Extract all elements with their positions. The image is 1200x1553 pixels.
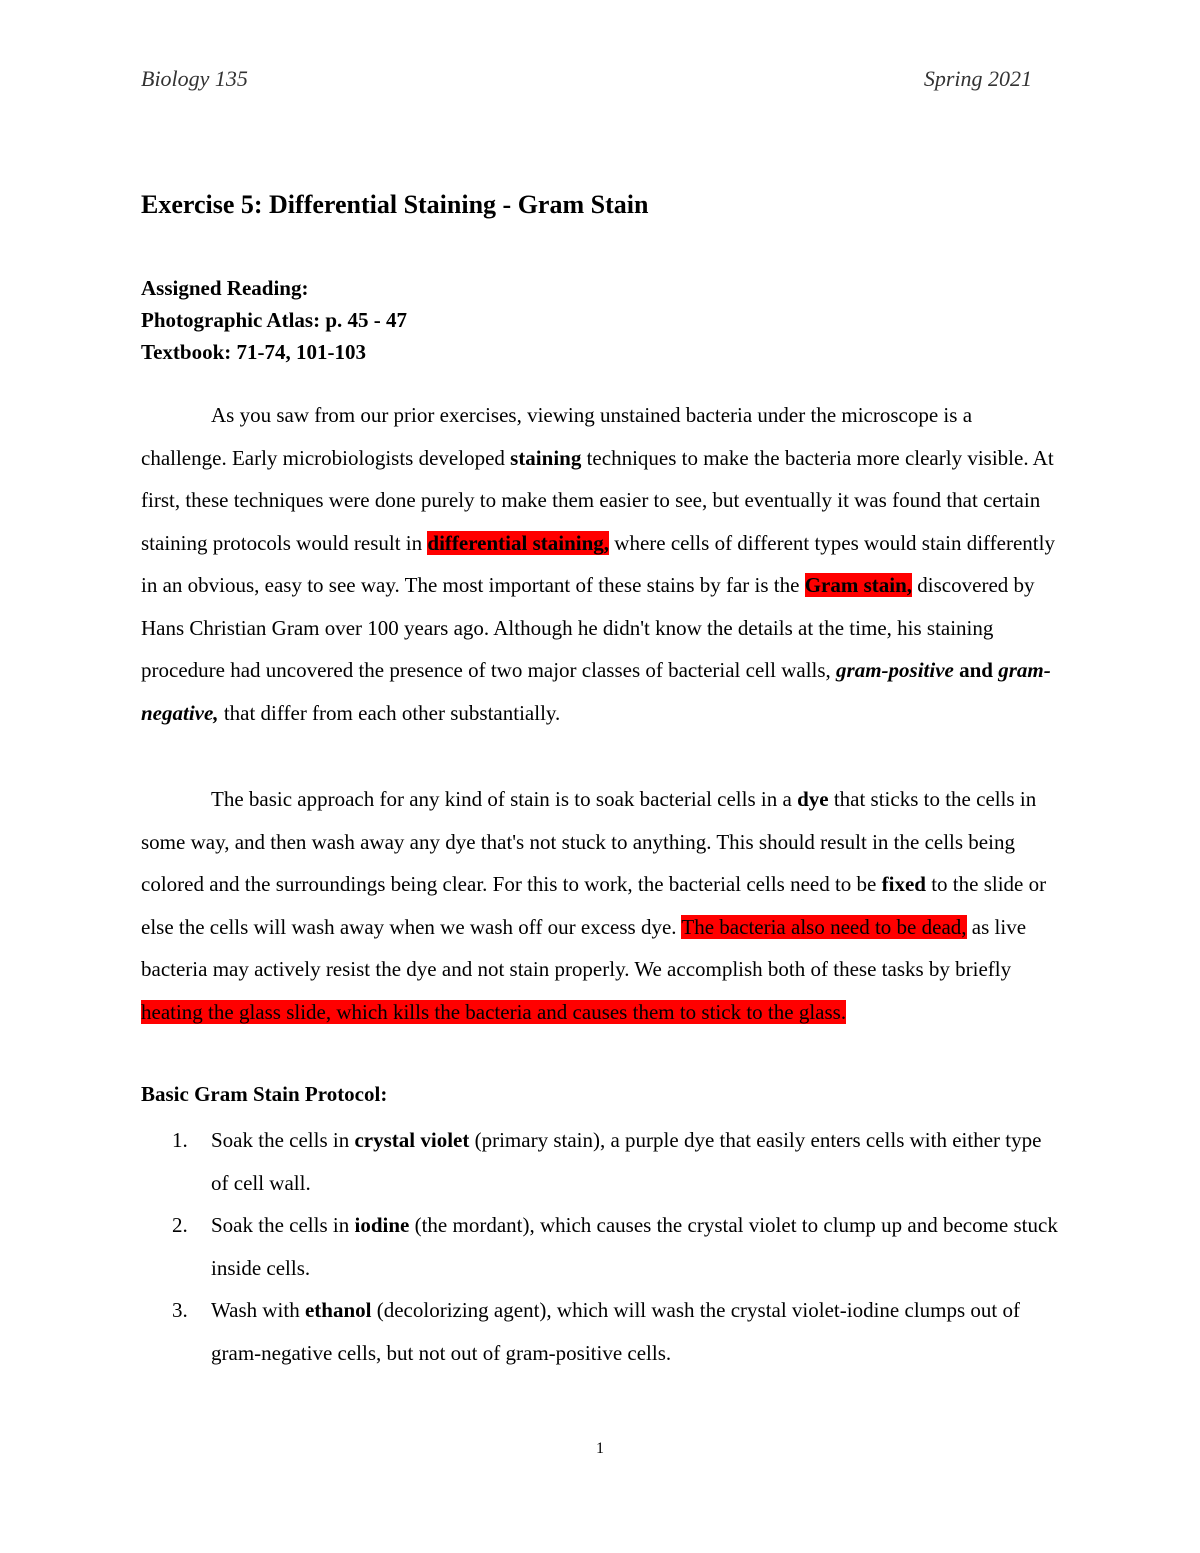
step-text: Wash with	[211, 1298, 305, 1322]
para1-text-5: that differ from each other substantially.	[218, 700, 561, 725]
intro-paragraph-container	[141, 394, 1061, 734]
para2-text-4: as live bacteria may actively resist the dye and not stain properly. We accomplish both of these tasks by briefly	[141, 914, 1027, 981]
reading-textbook: Textbook: 71-74, 101-103	[141, 340, 366, 364]
para2-text-2: that sticks to the cells in some way, and then wash away any dye that's not stuck to anything. This should result in the cells being colored and the surroundings being clear. For this to work, the bacterial cells need to be	[141, 787, 1037, 896]
reading-heading: Assigned Reading:	[141, 276, 309, 300]
highlight-bacteria-dead: The bacteria also need to be dead,	[681, 914, 967, 939]
approach-paragraph-container	[141, 778, 1061, 1033]
step-text: Soak the cells in	[211, 1213, 355, 1237]
para1-and: and	[953, 658, 999, 682]
para1-text-2: techniques to make the bacteria more clearly visible. At first, these techniques were done purely to make them easier to see, but eventually it was found that certain staining protocols would result in	[141, 445, 1054, 555]
step-reagent: ethanol	[304, 1298, 372, 1322]
reading-atlas: Photographic Atlas: p. 45 - 47	[141, 308, 408, 332]
para1-text-4: discovered by Hans Christian Gram over 100 years ago. Although he didn't know the details at the time, his staining procedure had uncovered the presence of two major classes of bacterial cell walls,	[141, 573, 1035, 682]
intro-paragraph	[141, 394, 1061, 734]
para1-text-3: where cells of different types would stain differently in an obvious, easy to see way. The most important of these stains by far is the	[141, 530, 1055, 597]
step-reagent: iodine	[354, 1213, 410, 1237]
term-gram-negative: gram-negative,	[141, 658, 1051, 725]
page-number: 1	[596, 1440, 604, 1457]
para2-text-3: to the slide or else the cells will wash away when we wash off our excess dye.	[141, 872, 1047, 939]
protocol-heading: Basic Gram Stain Protocol:	[141, 1082, 388, 1106]
step-text: (decolorizing agent), which will wash the crystal violet-iodine clumps out of gram-negative cells, but not out of gram-positive cells.	[211, 1298, 1020, 1365]
protocol-step	[141, 1204, 1061, 1289]
step-reagent: crystal violet	[354, 1128, 470, 1152]
para2-text-1: The basic approach for any kind of stain is to soak bacterial cells in a	[211, 787, 798, 811]
protocol-step	[141, 1289, 1061, 1374]
term-dye: dye	[797, 787, 829, 811]
protocol-list	[141, 1119, 1061, 1374]
highlight-differential-staining: differential staining,	[427, 530, 610, 555]
step-number: 2.	[172, 1213, 188, 1237]
assigned-reading	[141, 272, 407, 368]
step-text: Soak the cells in	[211, 1128, 355, 1152]
approach-paragraph	[141, 778, 1061, 1033]
header-course: Biology 135	[141, 66, 248, 91]
highlight-heating-slide: heating the glass slide, which kills the bacteria and causes them to stick to the glass.	[141, 999, 847, 1024]
step-number: 1.	[172, 1128, 188, 1152]
term-staining: staining	[510, 445, 582, 470]
highlight-gram-stain: Gram stain,	[804, 573, 913, 597]
term-fixed: fixed	[881, 872, 926, 896]
step-text: (the mordant), which causes the crystal violet to clump up and become stuck inside cells.	[211, 1213, 1058, 1280]
protocol-step	[141, 1119, 1061, 1204]
step-number: 3.	[172, 1298, 188, 1322]
term-gram-positive: gram-positive	[836, 658, 954, 682]
step-text: (primary stain), a purple dye that easily enters cells with either type of cell wall.	[211, 1128, 1042, 1195]
exercise-title: Exercise 5: Differential Staining - Gram Stain	[141, 190, 649, 219]
header-term: Spring 2021	[923, 66, 1032, 91]
para1-text-1: As you saw from our prior exercises, viewing unstained bacteria under the microscope is a challenge. Early microbiologists developed	[141, 403, 973, 470]
